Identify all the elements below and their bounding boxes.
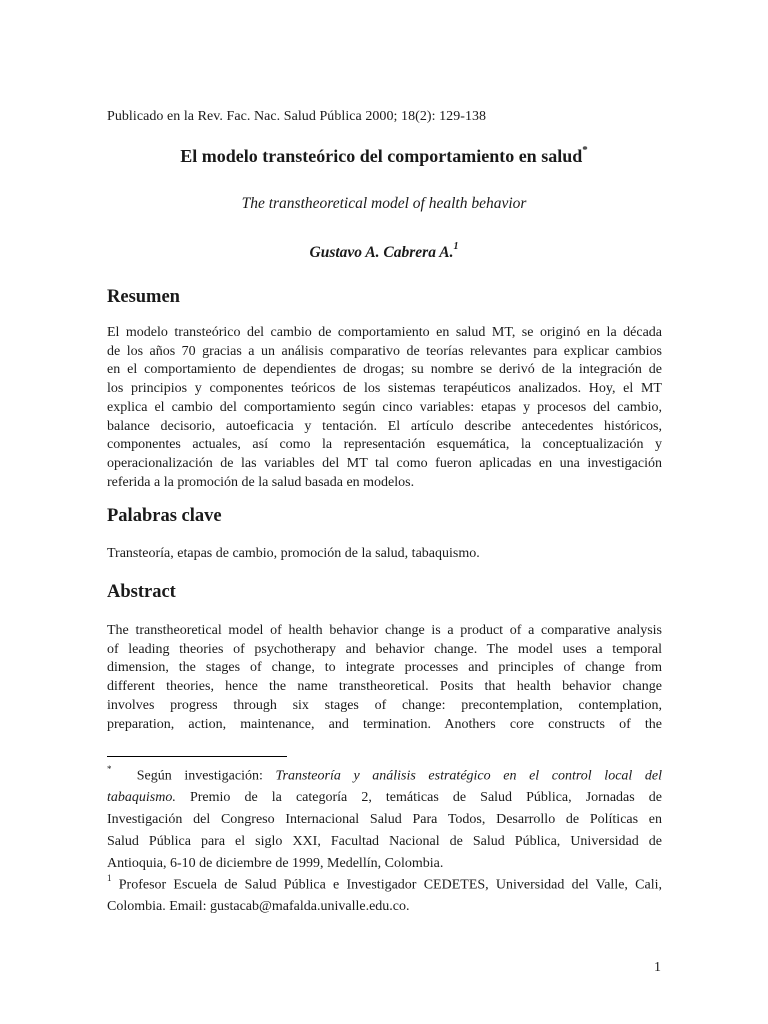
palabras-clave-body xyxy=(107,545,662,564)
resumen-body xyxy=(107,324,662,492)
abstract-line: different theories, hence the name transtheoretical. Posits that health behavior change xyxy=(107,679,662,695)
footnote-2-marker: 1 xyxy=(107,873,112,883)
title-text: El modelo transteórico del comportamiento en salud xyxy=(180,146,583,166)
resumen-line: los principios y componentes teóricos de los sistemas terapéuticos analizados. Hoy, el MT xyxy=(107,381,662,397)
footnote-2-line xyxy=(107,870,662,896)
footnote-1-line xyxy=(107,761,662,787)
page-number: 1 xyxy=(654,960,661,975)
abstract-heading: Abstract xyxy=(107,582,176,602)
footnote-2-line: Colombia. Email: gustacab@mafalda.univalle.edu.co. xyxy=(107,899,410,915)
abstract-body xyxy=(107,622,662,734)
footnote-2-text: Profesor Escuela de Salud Pública e Investigador CEDETES, Universidad del Valle, Cali, xyxy=(118,877,663,893)
author-name: Gustavo A. Cabrera A. xyxy=(309,244,454,262)
resumen-line: explica el cambio del comportamiento según cinco variables: etapas y procesos del cambio, xyxy=(107,399,662,415)
resumen-line: de los años 70 gracias a un análisis comparativo de teorías relevantes para explicar cambios xyxy=(107,343,662,359)
abstract-line: dimension, the stages of change, to integrate processes and principles of change from xyxy=(107,660,662,676)
footnote-1-work-title-end: tabaquismo. xyxy=(107,790,176,806)
footnote-1-text: Premio de la categoría 2, temáticas de Salud Pública, Jornadas de xyxy=(189,790,663,806)
footnote-1-line xyxy=(107,787,662,809)
footnote-1 xyxy=(107,761,662,875)
abstract-line: of leading theories of psychotherapy and behavior change. The model uses a temporal xyxy=(107,641,662,657)
footnote-1-line: Investigación del Congreso Internacional Salud Para Todos, Desarrollo de Políticas en xyxy=(107,812,662,828)
footnote-1-prefix: Según investigación: xyxy=(136,768,263,784)
abstract-line: The transtheoretical model of health behavior change is a product of a comparative analysis xyxy=(107,623,662,638)
publication-info: Publicado en la Rev. Fac. Nac. Salud Pública 2000; 18(2): 129-138 xyxy=(107,109,487,124)
article-title xyxy=(0,146,768,167)
resumen-line: referida a la promoción de la salud basada en modelos. xyxy=(107,474,415,490)
title-footnote-marker: * xyxy=(582,144,588,156)
resumen-line: El modelo transteórico del cambio de comportamiento en salud MT, se originó en la década xyxy=(107,325,662,340)
resumen-heading: Resumen xyxy=(107,287,180,307)
footnote-2 xyxy=(107,870,662,918)
resumen-line: operacionalización de las variables del MT tal como fueron aplicadas en una investigación xyxy=(107,455,662,471)
resumen-line: componentes actuales, así como la representación esquemática, la conceptualización y xyxy=(107,437,662,453)
footnote-separator xyxy=(107,756,287,757)
english-title: The transtheoretical model of health behavior xyxy=(241,195,527,212)
footnote-1-line: Antioquia, 6-10 de diciembre de 1999, Medellín, Colombia. xyxy=(107,855,444,871)
author xyxy=(0,243,768,262)
abstract-line: involves progress through six stages of change: precontemplation, contemplation, xyxy=(107,697,662,713)
keywords-text: Transteoría, etapas de cambio, promoción de la salud, tabaquismo. xyxy=(107,546,480,561)
footnote-1-work-title: Transteoría y análisis estratégico en el control local del xyxy=(275,768,663,784)
author-footnote-marker: 1 xyxy=(453,241,459,252)
palabras-clave-heading: Palabras clave xyxy=(107,506,222,526)
footnote-1-marker: * xyxy=(107,764,112,774)
abstract-line: preparation, action, maintenance, and termination. Anothers core constructs of the xyxy=(107,716,662,732)
resumen-line: balance decisorio, autoeficacia y tentación. El artículo describe antecedentes históricos, xyxy=(107,418,662,434)
footnote-1-line: Salud Pública para el siglo XXI, Facultad Nacional de Salud Pública, Universidad de xyxy=(107,834,662,850)
resumen-line: en el comportamiento de dependientes de drogas; su nombre se derivó de la integración de xyxy=(107,362,662,378)
